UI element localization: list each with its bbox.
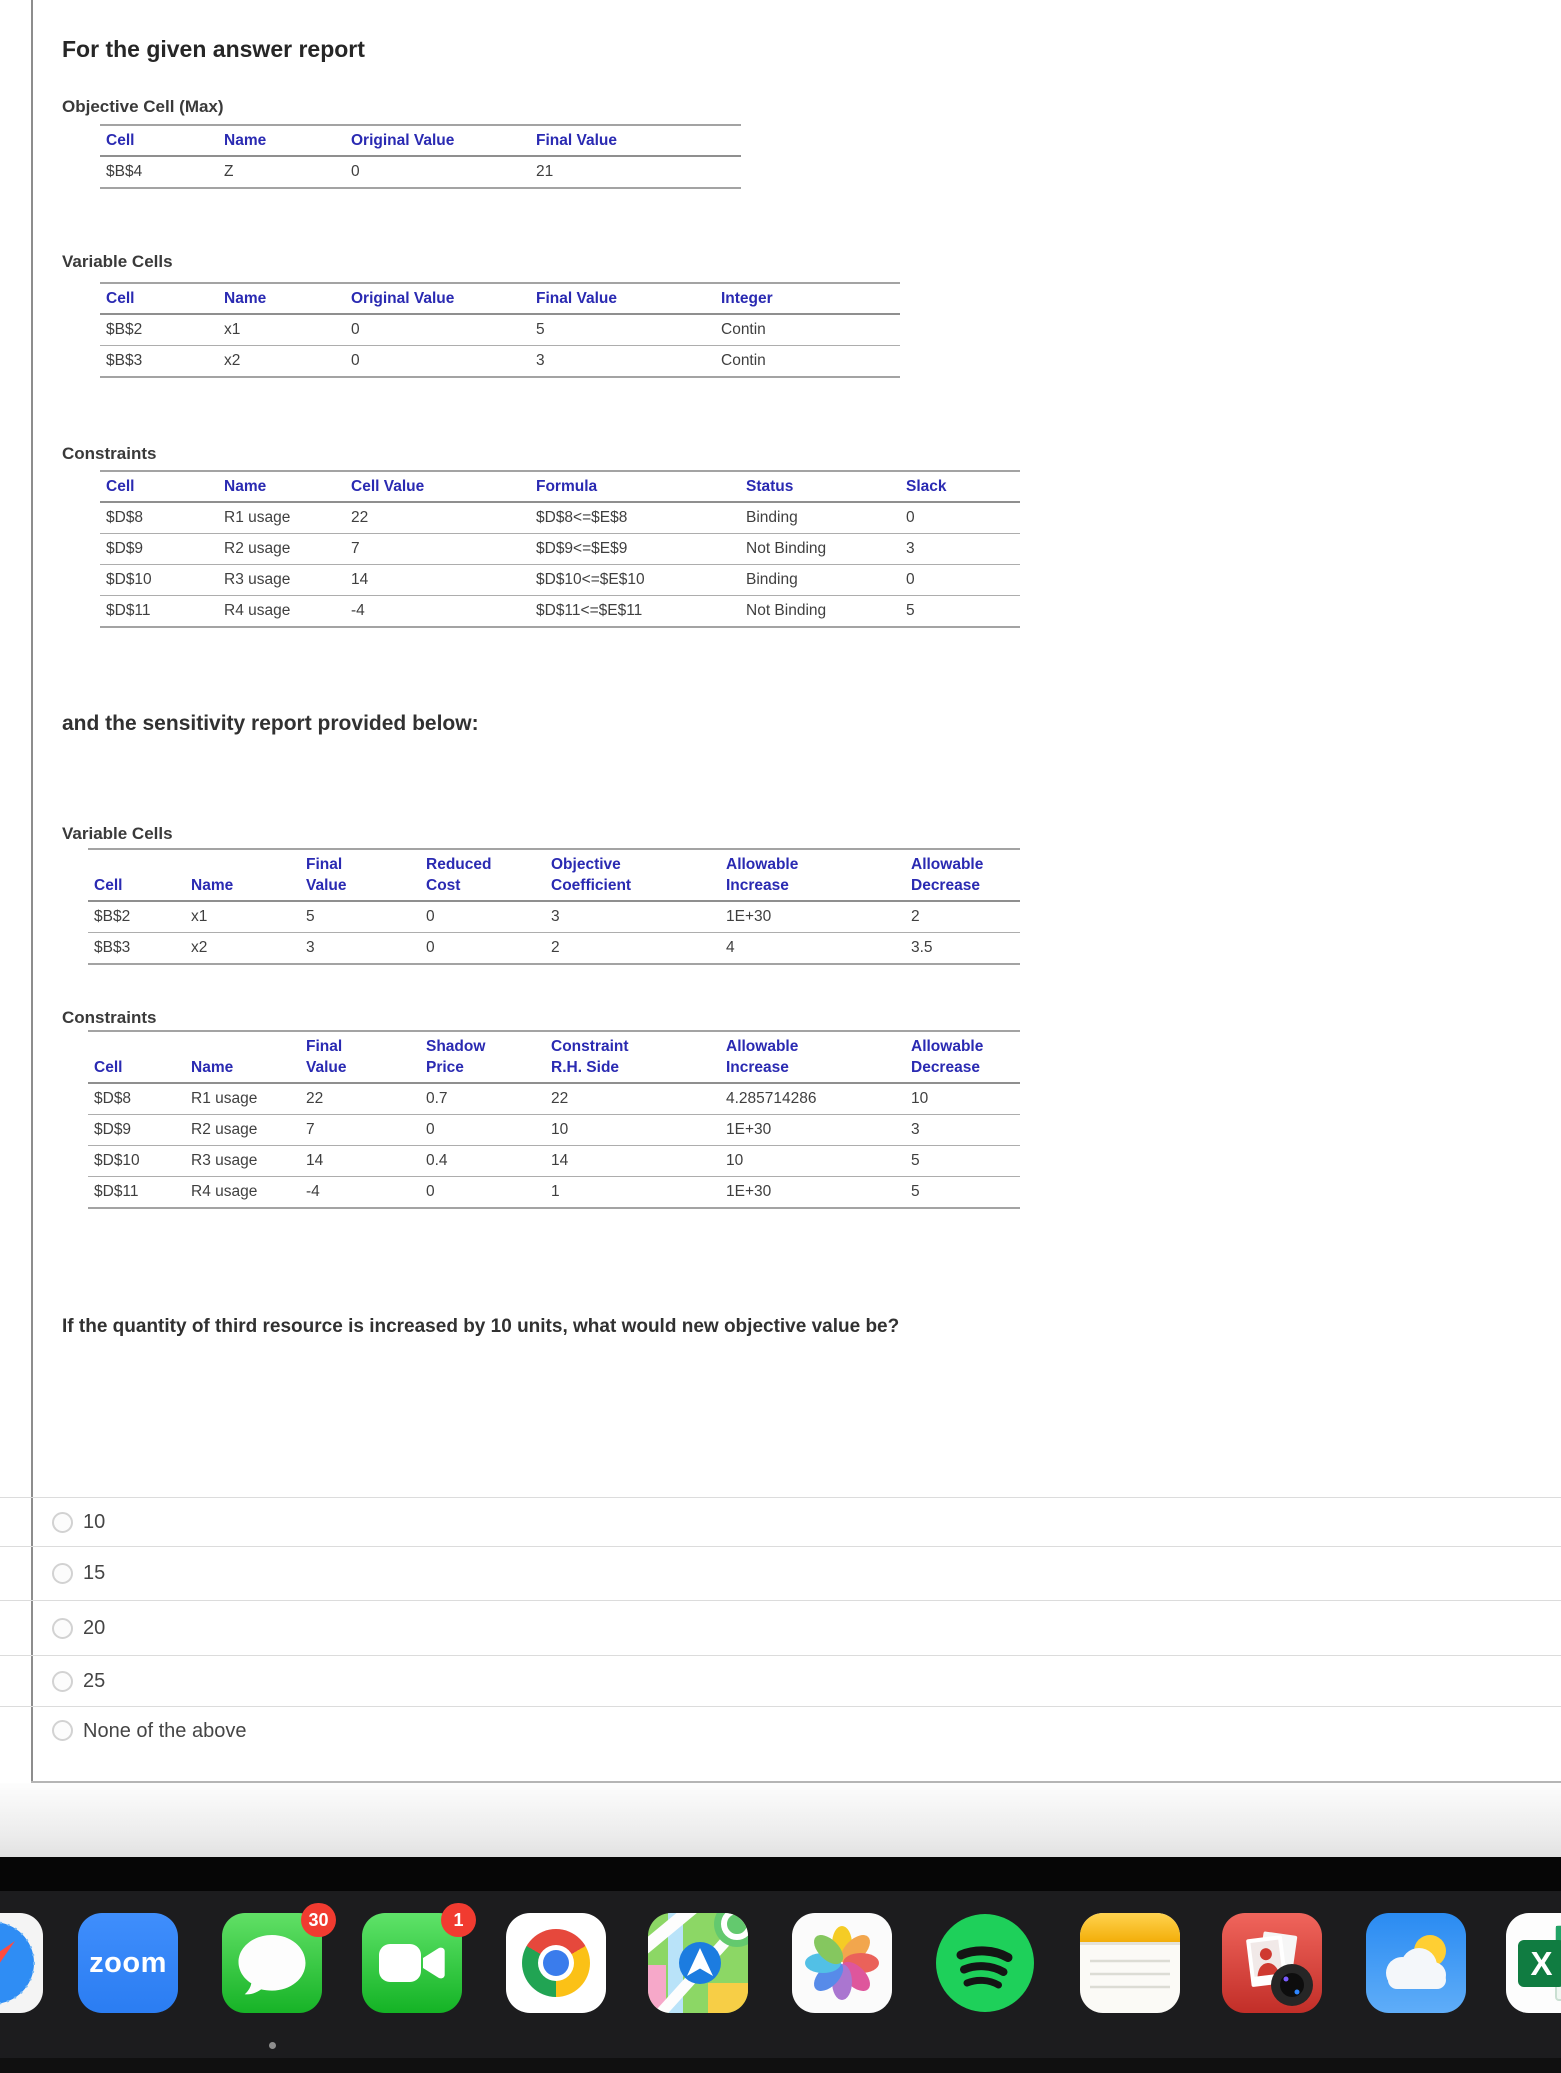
radio-button[interactable] (52, 1512, 73, 1533)
table-cell: $B$4 (106, 163, 143, 180)
table-cell: Binding (740, 502, 900, 534)
radio-button[interactable] (52, 1720, 73, 1741)
page-title: For the given answer report (62, 36, 365, 62)
messages-running-indicator (269, 2042, 276, 2049)
table-cell: Not Binding (746, 602, 827, 619)
spotify-icon[interactable] (935, 1913, 1035, 2013)
table-row (100, 346, 900, 378)
table-cell: 14 (345, 565, 530, 596)
table-cell: R2 usage (218, 534, 345, 565)
column-header: Slack (900, 471, 1020, 502)
sensitivity-intro-text: and the sensitivity report provided below: (62, 712, 479, 735)
option-row-20[interactable] (0, 1600, 1561, 1655)
option-label: 15 (83, 1562, 106, 1584)
table-cell: 3 (306, 939, 315, 956)
table-cell: $D$9 (88, 1115, 185, 1146)
table-row (100, 156, 741, 188)
column-header: Final Value (530, 125, 741, 156)
desktop-black-strip (0, 1857, 1561, 1891)
table-cell: -4 (306, 1183, 320, 1200)
facetime-badge: 1 (441, 1903, 476, 1937)
table-cell: R4 usage (191, 1183, 258, 1200)
table-cell: R4 usage (224, 602, 291, 619)
table-cell: Z (224, 163, 234, 180)
table-cell: 0 (351, 352, 360, 369)
table-cell: $D$9<=$E$9 (530, 534, 740, 565)
table-cell: $D$8 (88, 1083, 185, 1115)
table-cell: x2 (191, 939, 208, 956)
column-header: Shadow Price (420, 1031, 545, 1083)
table-cell: $D$11<=$E$11 (536, 602, 643, 619)
table-cell: 0 (420, 901, 545, 933)
table-cell: x1 (218, 314, 345, 346)
table-cell: 1E+30 (726, 1183, 772, 1200)
table-cell: Binding (740, 565, 900, 596)
table-row (88, 1146, 1020, 1177)
table-cell: $D$10 (100, 565, 218, 596)
table-cell: $D$9 (100, 534, 218, 565)
table-cell: 0 (900, 565, 1020, 596)
column-header: Name (218, 125, 345, 156)
column-header: Status (740, 471, 900, 502)
table-cell: 0 (345, 314, 530, 346)
table-row (88, 1083, 1020, 1115)
option-label: 20 (83, 1616, 106, 1639)
table-cell: $D$10 (88, 1146, 185, 1177)
table-cell: $D$8<=$E$8 (530, 502, 740, 534)
table-cell: 3 (900, 534, 1020, 565)
sens-variable-cells-table (88, 848, 1020, 965)
table-cell: 3 (545, 901, 720, 933)
objective-cell-table (100, 124, 741, 189)
table-row (88, 1177, 1020, 1209)
table-cell: 5 (530, 314, 715, 346)
option-row-10[interactable] (0, 1497, 1561, 1546)
sens-constraints-table (88, 1030, 1020, 1209)
column-header: Cell (100, 125, 218, 156)
column-header: Cell (88, 1031, 185, 1083)
option-label: 25 (83, 1669, 106, 1692)
column-header: Allowable Decrease (905, 849, 1020, 901)
variable-cells-table (100, 282, 900, 378)
table-cell: 0 (351, 163, 360, 180)
messages-icon[interactable] (222, 1909, 329, 2013)
table-cell: Contin (715, 314, 900, 346)
table-row (88, 1115, 1020, 1146)
table-cell: 22 (345, 502, 530, 534)
column-header: Integer (715, 283, 900, 314)
table-cell: 10 (720, 1146, 905, 1177)
table-cell: $B$2 (100, 314, 218, 346)
table-cell: x1 (185, 901, 300, 933)
table-cell: R3 usage (185, 1146, 300, 1177)
photos-icon[interactable] (792, 1913, 892, 2013)
table-cell: $B$3 (94, 939, 131, 956)
table-cell: 5 (300, 901, 420, 933)
table-cell: Not Binding (740, 534, 900, 565)
table-cell: $B$3 (106, 352, 143, 369)
column-header: Cell (100, 471, 218, 502)
option-row-15[interactable] (0, 1546, 1561, 1600)
table-row (100, 565, 1020, 596)
table-cell: 5 (906, 602, 915, 619)
table-cell: 4 (726, 939, 735, 956)
table-row (88, 933, 1020, 965)
table-cell: 5 (905, 1146, 1020, 1177)
table-cell: 1E+30 (720, 901, 905, 933)
table-cell: 1E+30 (720, 1115, 905, 1146)
option-label: 10 (83, 1510, 106, 1533)
column-header: Allowable Increase (720, 849, 905, 901)
objective-cell-section-label: Objective Cell (Max) (62, 97, 224, 116)
radio-button[interactable] (52, 1563, 73, 1584)
table-cell: R1 usage (185, 1083, 300, 1115)
table-cell: 0 (426, 1183, 435, 1200)
column-header: Cell (100, 283, 218, 314)
table-cell: $D$10<=$E$10 (530, 565, 740, 596)
svg-text:X: X (1530, 1945, 1553, 1982)
excel-icon[interactable] (1506, 1913, 1561, 2013)
table-cell: 3.5 (911, 939, 933, 956)
constraints-table (100, 470, 1020, 628)
table-cell: 7 (345, 534, 530, 565)
sens-constraints-section-label: Constraints (62, 1008, 157, 1027)
chrome-icon[interactable] (506, 1913, 606, 2013)
safari-icon[interactable] (0, 1913, 43, 2013)
maps-icon[interactable] (648, 1913, 748, 2013)
zoom-icon[interactable] (78, 1913, 178, 2013)
table-cell: R1 usage (218, 502, 345, 534)
table-cell: 14 (545, 1146, 720, 1177)
table-cell: 7 (300, 1115, 420, 1146)
column-header: Final Value (300, 849, 420, 901)
column-header: Constraint R.H. Side (545, 1031, 720, 1083)
sens-variable-cells-section-label: Variable Cells (62, 824, 173, 843)
zoom-icon-label: zoom (89, 1946, 167, 1979)
column-header: Allowable Decrease (905, 1031, 1020, 1083)
constraints-section-label: Constraints (62, 444, 157, 463)
table-cell: 0.4 (420, 1146, 545, 1177)
macos-dock (0, 1891, 1561, 2073)
option-row-25[interactable] (0, 1655, 1561, 1706)
table-row (100, 314, 900, 346)
column-header: Cell (88, 849, 185, 901)
table-cell: 10 (545, 1115, 720, 1146)
variable-cells-section-label: Variable Cells (62, 252, 173, 271)
radio-button[interactable] (52, 1618, 73, 1639)
table-cell: $D$8 (100, 502, 218, 534)
column-header: Name (218, 471, 345, 502)
weather-icon[interactable] (1366, 1913, 1466, 2013)
radio-button[interactable] (52, 1671, 73, 1692)
table-cell: $B$2 (88, 901, 185, 933)
option-label: None of the above (83, 1720, 247, 1742)
table-cell: 0 (420, 1115, 545, 1146)
column-header: Cell Value (345, 471, 530, 502)
answer-options (0, 1497, 1561, 1799)
column-header: Name (185, 1031, 300, 1083)
table-cell: 22 (545, 1083, 720, 1115)
table-cell: x2 (224, 352, 241, 369)
table-cell: 4.285714286 (720, 1083, 905, 1115)
table-row (100, 502, 1020, 534)
column-header: Formula (530, 471, 740, 502)
question-text: If the quantity of third resource is increased by 10 units, what would new objective value be? (62, 1316, 900, 1337)
column-header: Original Value (345, 283, 530, 314)
column-header: Reduced Cost (420, 849, 545, 901)
table-cell: 0.7 (420, 1083, 545, 1115)
column-header: Name (218, 283, 345, 314)
table-cell: 0 (900, 502, 1020, 534)
table-cell: 3 (905, 1115, 1020, 1146)
table-cell: -4 (351, 602, 365, 619)
table-cell: 2 (905, 901, 1020, 933)
notes-icon[interactable] (1080, 1913, 1180, 2013)
table-cell: 0 (426, 939, 435, 956)
table-cell: 14 (300, 1146, 420, 1177)
table-cell: $D$11 (94, 1183, 139, 1200)
photo-booth-icon[interactable] (1222, 1913, 1322, 2013)
table-row (100, 596, 1020, 628)
screen-bottom-edge (0, 2058, 1561, 2073)
column-header: Name (185, 849, 300, 901)
table-cell: 10 (905, 1083, 1020, 1115)
table-cell: 2 (551, 939, 560, 956)
table-row (100, 534, 1020, 565)
column-header: Allowable Increase (720, 1031, 905, 1083)
table-cell: Contin (721, 352, 766, 369)
table-row (88, 901, 1020, 933)
desktop-gap (0, 1783, 1561, 1857)
table-cell: 3 (536, 352, 545, 369)
messages-badge: 30 (301, 1903, 336, 1937)
column-header: Original Value (345, 125, 530, 156)
facetime-icon[interactable] (362, 1909, 464, 2013)
table-cell: 1 (551, 1183, 560, 1200)
table-cell: 21 (536, 163, 554, 180)
table-cell: R3 usage (218, 565, 345, 596)
table-cell: 22 (300, 1083, 420, 1115)
table-cell: R2 usage (185, 1115, 300, 1146)
column-header: Final Value (530, 283, 715, 314)
table-cell: $D$11 (106, 602, 151, 619)
table-cell: 5 (911, 1183, 920, 1200)
column-header: Final Value (300, 1031, 420, 1083)
column-header: Objective Coefficient (545, 849, 720, 901)
